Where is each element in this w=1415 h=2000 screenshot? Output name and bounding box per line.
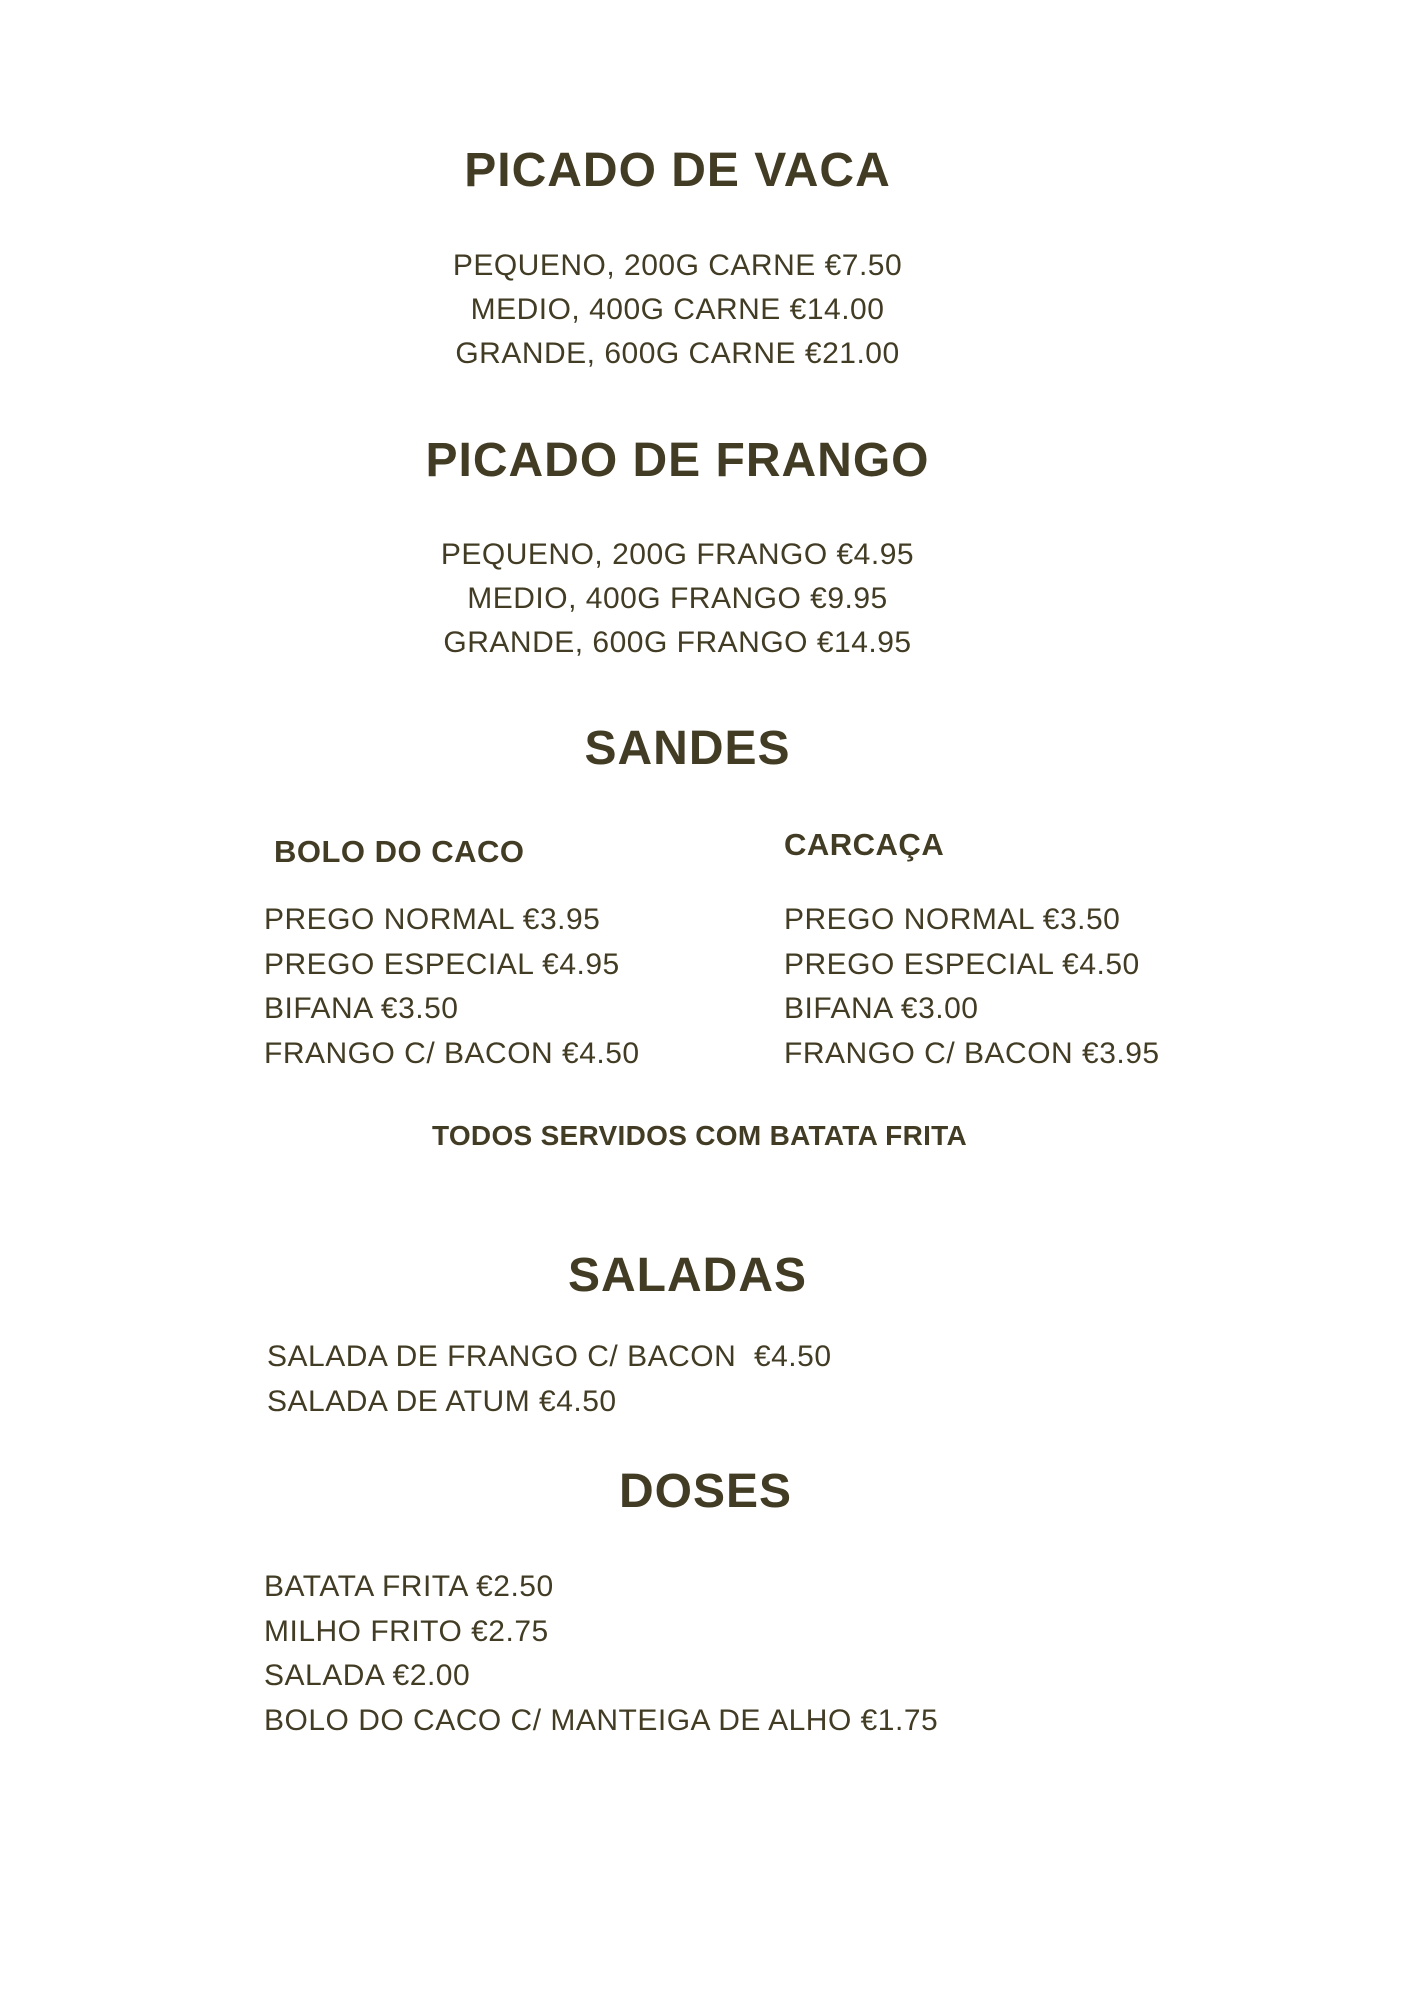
list-item: MEDIO, 400G CARNE €14.00 [470, 293, 885, 326]
list-item: MEDIO, 400G FRANGO €9.95 [467, 582, 888, 615]
list-item: BOLO DO CACO C/ MANTEIGA DE ALHO €1.75 [264, 1703, 939, 1737]
list-item: BIFANA €3.50 [264, 992, 459, 1025]
section-title-doses: DOSES [618, 1465, 793, 1518]
list-item: GRANDE, 600G FRANGO €14.95 [443, 626, 912, 659]
column-title-bolo-do-caco: BOLO DO CACO [274, 834, 525, 869]
bolo-do-caco-list [264, 898, 640, 1076]
section-title-picado-frango: PICADO DE FRANGO [425, 434, 930, 487]
list-item: BIFANA €3.00 [784, 992, 979, 1025]
section-title-picado-vaca: PICADO DE VACA [464, 144, 891, 197]
list-item: PREGO ESPECIAL €4.50 [784, 947, 1140, 981]
list-item: SALADA €2.00 [264, 1659, 471, 1692]
list-item: SALADA DE ATUM €4.50 [267, 1384, 617, 1418]
list-item: FRANGO C/ BACON €4.50 [264, 1036, 640, 1070]
carcaca-list [784, 898, 1160, 1076]
section-title-saladas: SALADAS [567, 1249, 807, 1302]
saladas-list [267, 1335, 832, 1424]
picado-frango-list [0, 533, 1385, 665]
list-item: MILHO FRITO €2.75 [264, 1614, 549, 1648]
picado-vaca-list [0, 244, 1385, 376]
list-item: BATATA FRITA €2.50 [264, 1570, 554, 1603]
column-title-carcaca: CARCAÇA [784, 827, 945, 862]
doses-list [264, 1565, 938, 1743]
list-item: FRANGO C/ BACON €3.95 [784, 1036, 1160, 1070]
list-item: SALADA DE FRANGO C/ BACON €4.50 [267, 1340, 832, 1373]
list-item: GRANDE, 600G CARNE €21.00 [455, 337, 900, 370]
section-title-sandes: SANDES [584, 722, 791, 775]
list-item: PREGO NORMAL €3.50 [784, 903, 1121, 936]
list-item: PREGO NORMAL €3.95 [264, 903, 601, 936]
list-item: PREGO ESPECIAL €4.95 [264, 947, 620, 981]
sandes-note: TODOS SERVIDOS COM BATATA FRITA [431, 1120, 968, 1151]
list-item: PEQUENO, 200G FRANGO €4.95 [440, 538, 915, 571]
list-item: PEQUENO, 200G CARNE €7.50 [452, 249, 903, 282]
